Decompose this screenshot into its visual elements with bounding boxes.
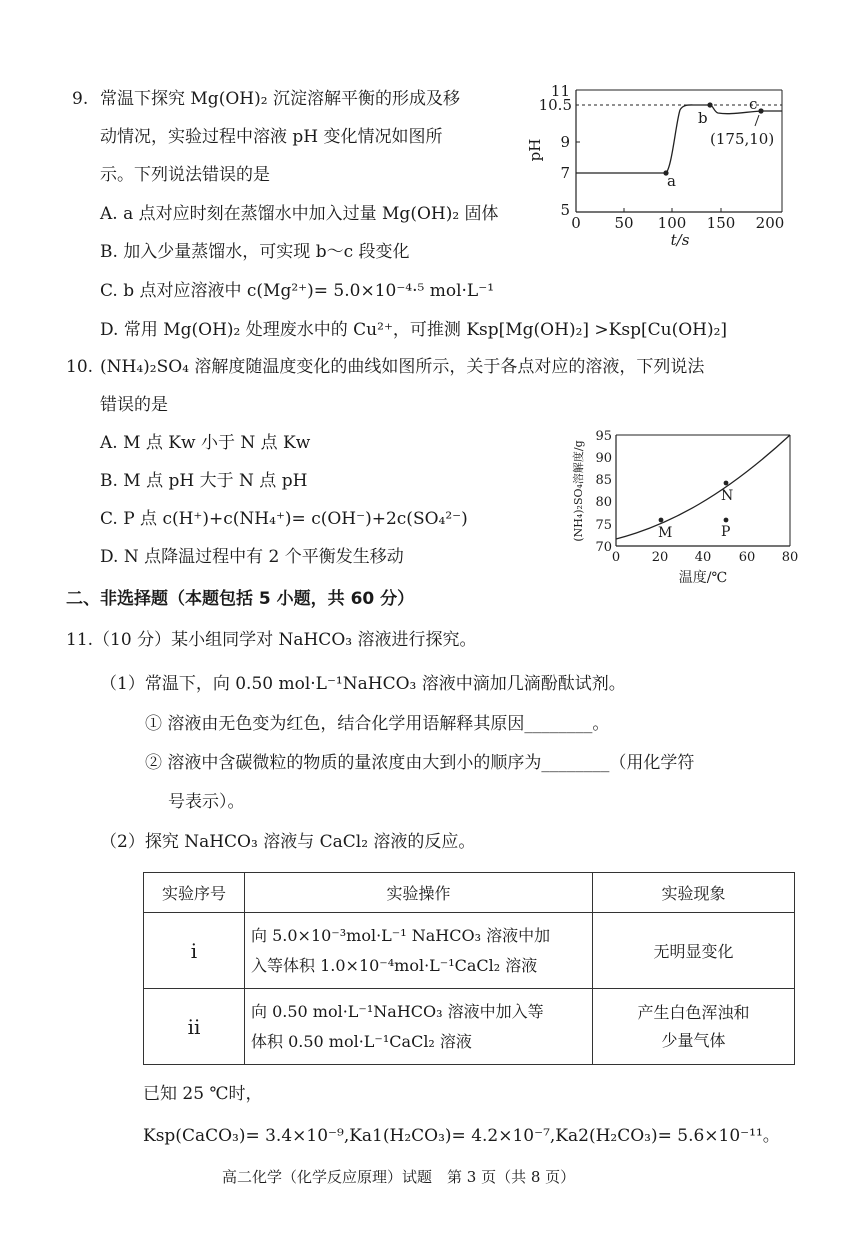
q9-option-c: C. b 点对应溶液中 c(Mg²⁺)= 5.0×10⁻⁴·⁵ mol·L⁻¹ bbox=[100, 281, 495, 301]
label-c: c bbox=[749, 95, 758, 113]
ph-ylabel: pH bbox=[526, 138, 544, 162]
header-id: 实验序号 bbox=[144, 873, 245, 913]
c-leader-line bbox=[755, 115, 759, 126]
q10-option-d: D. N 点降温过程中有 2 个平衡发生移动 bbox=[100, 547, 404, 567]
sol-xtick-0: 0 bbox=[611, 550, 621, 565]
q11-title: 11.（10 分）某小组同学对 NaHCO₃ 溶液进行探究。 bbox=[66, 630, 477, 650]
row-2-id: ⅱ bbox=[144, 989, 245, 1065]
ph-chart bbox=[520, 82, 810, 257]
row-1-operation bbox=[245, 913, 593, 989]
q10-stem-line1: (NH₄)₂SO₄ 溶解度随温度变化的曲线如图所示，关于各点对应的溶液，下列说法 bbox=[100, 357, 705, 377]
ph-xlabel: t/s bbox=[670, 231, 690, 249]
label-P: P bbox=[721, 524, 731, 540]
sol-ytick-80: 80 bbox=[595, 495, 612, 510]
row-1-id: ⅰ bbox=[144, 913, 245, 989]
q9-stem-line2: 动情况，实验过程中溶液 pH 变化情况如图所 bbox=[100, 127, 443, 147]
label-c-coord: (175,10) bbox=[710, 130, 775, 148]
solubility-chart bbox=[560, 425, 805, 590]
q9-stem-line1: 常温下探究 Mg(OH)₂ 沉淀溶解平衡的形成及移 bbox=[100, 89, 460, 109]
q9-option-a: A. a 点对应时刻在蒸馏水中加入过量 Mg(OH)₂ 固体 bbox=[100, 204, 499, 224]
known-intro: 已知 25 ℃时， bbox=[143, 1084, 263, 1104]
label-N: N bbox=[721, 488, 734, 504]
row-2-operation-line1: 向 0.50 mol·L⁻¹NaHCO₃ 溶液中加入等 bbox=[251, 1001, 544, 1021]
ph-ytick-9: 9 bbox=[560, 133, 570, 151]
point-N bbox=[724, 481, 729, 486]
sol-xtick-20: 20 bbox=[651, 550, 669, 565]
table-row bbox=[144, 913, 795, 989]
point-P bbox=[724, 518, 729, 523]
section-2-heading: 二、非选择题（本题包括 5 小题，共 60 分） bbox=[66, 589, 415, 609]
known-constants: Ksp(CaCO₃)= 3.4×10⁻⁹,Ka1(H₂CO₃)= 4.2×10⁻⁷,Ka2(H₂CO₃)= 5.6×10⁻¹¹。 bbox=[143, 1126, 780, 1146]
q10-number: 10. bbox=[66, 357, 94, 377]
solubility-curve bbox=[616, 435, 790, 539]
sol-xlabel: 温度/℃ bbox=[678, 570, 728, 586]
row-1-operation-line1: 向 5.0×10⁻³mol·L⁻¹ NaHCO₃ 溶液中加 bbox=[251, 925, 551, 945]
row-2-phenomenon bbox=[593, 989, 795, 1065]
row-1-phenomenon: 无明显变化 bbox=[593, 913, 795, 989]
q9-option-b: B. 加入少量蒸馏水，可实现 b～c 段变化 bbox=[100, 242, 410, 262]
sol-ytick-75: 75 bbox=[595, 518, 612, 533]
ph-ytick-105: 10.5 bbox=[538, 96, 572, 114]
ph-xtick-200: 200 bbox=[755, 214, 785, 232]
q9-stem-line3: 示。下列说法错误的是 bbox=[100, 165, 270, 185]
ph-ytick-7: 7 bbox=[560, 164, 570, 182]
ph-ytick-5: 5 bbox=[560, 201, 570, 219]
page-footer: 高二化学（化学反应原理）试题 第 3 页（共 8 页） bbox=[222, 1168, 576, 1186]
q10-option-c: C. P 点 c(H⁺)+c(NH₄⁺)= c(OH⁻)+2c(SO₄²⁻) bbox=[100, 509, 468, 529]
point-M bbox=[659, 518, 664, 523]
row-2-operation bbox=[245, 989, 593, 1065]
point-b bbox=[707, 102, 712, 107]
sol-ytick-95: 95 bbox=[595, 429, 612, 444]
table-header-row bbox=[144, 873, 795, 913]
q11-part1-2-line2: 号表示）。 bbox=[168, 792, 245, 812]
sol-xtick-80: 80 bbox=[781, 550, 799, 565]
row-2-phenomenon-line1: 产生白色浑浊和 bbox=[637, 1002, 750, 1022]
ph-xtick-0: 0 bbox=[571, 214, 581, 232]
q11-part1-2-line1: ② 溶液中含碳微粒的物质的量浓度由大到小的顺序为________（用化学符 bbox=[145, 753, 695, 773]
q11-part1: （1）常温下，向 0.50 mol·L⁻¹NaHCO₃ 溶液中滴加几滴酚酞试剂。 bbox=[100, 674, 626, 694]
ph-xtick-150: 150 bbox=[706, 214, 736, 232]
label-a: a bbox=[667, 172, 676, 190]
q10-option-b: B. M 点 pH 大于 N 点 pH bbox=[100, 471, 308, 491]
sol-xtick-60: 60 bbox=[738, 550, 756, 565]
sol-ytick-85: 85 bbox=[595, 473, 612, 488]
sol-ytick-90: 90 bbox=[595, 451, 612, 466]
sol-ylabel: (NH₄)₂SO₄溶解度/g bbox=[572, 440, 585, 542]
sol-ytick-70: 70 bbox=[595, 540, 612, 555]
row-1-operation-line2: 入等体积 1.0×10⁻⁴mol·L⁻¹CaCl₂ 溶液 bbox=[251, 955, 538, 975]
ph-xtick-100: 100 bbox=[657, 214, 687, 232]
q11-part2: （2）探究 NaHCO₃ 溶液与 CaCl₂ 溶液的反应。 bbox=[100, 832, 476, 852]
q11-part1-1: ① 溶液由无色变为红色，结合化学用语解释其原因________。 bbox=[145, 714, 610, 734]
row-2-operation-line2: 体积 0.50 mol·L⁻¹CaCl₂ 溶液 bbox=[251, 1031, 472, 1051]
q10-stem-line2: 错误的是 bbox=[100, 395, 168, 415]
sol-xtick-40: 40 bbox=[694, 550, 712, 565]
q9-number: 9. bbox=[72, 89, 89, 109]
header-operation: 实验操作 bbox=[245, 873, 593, 913]
row-2-phenomenon-line2: 少量气体 bbox=[661, 1030, 726, 1050]
ph-xtick-50: 50 bbox=[614, 214, 634, 232]
ph-ytick-11: 11 bbox=[550, 82, 570, 100]
point-c bbox=[758, 108, 763, 113]
table-row bbox=[144, 989, 795, 1065]
label-b: b bbox=[698, 109, 708, 127]
q9-option-d: D. 常用 Mg(OH)₂ 处理废水中的 Cu²⁺，可推测 Ksp[Mg(OH)₂] >Ksp[Cu(OH)₂] bbox=[100, 320, 728, 340]
header-phenomenon: 实验现象 bbox=[593, 873, 795, 913]
label-M: M bbox=[658, 525, 673, 541]
q10-option-a: A. M 点 Kw 小于 N 点 Kw bbox=[100, 433, 311, 453]
experiment-table bbox=[143, 872, 795, 1065]
